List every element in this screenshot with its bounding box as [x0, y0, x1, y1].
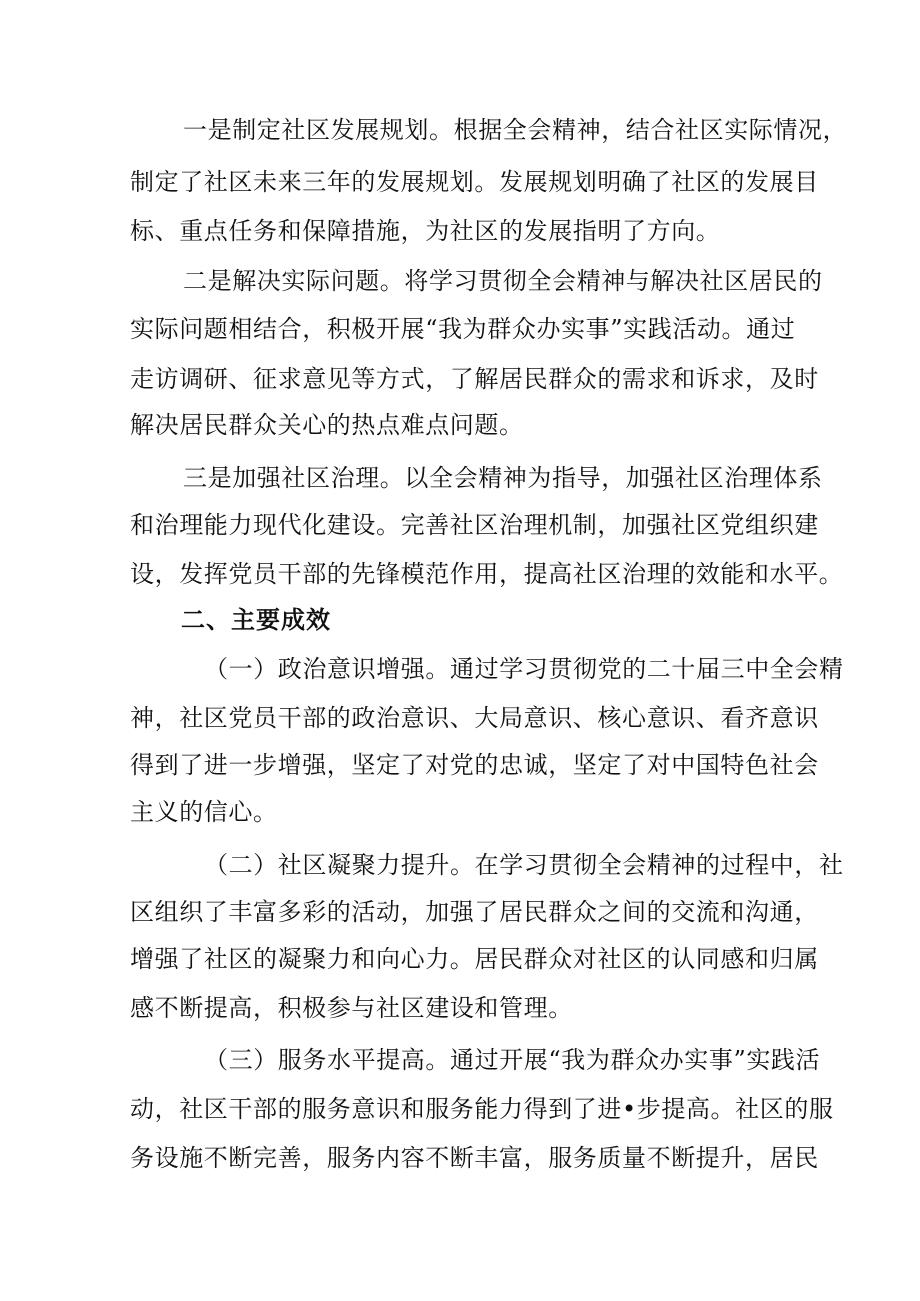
section-1-line-2: 神，社区党员干部的政治意识、大局意识、核心意识、看齐意识 — [130, 704, 819, 732]
section-3-line-1: （三）服务水平提高。通过开展“我为群众办实事”实践活 — [204, 1046, 821, 1074]
paragraph-2-line-2: 实际问题相结合，积极开展“我为群众办实事”实践活动。通过 — [130, 315, 796, 343]
section-3-line-3: 务设施不断完善，服务内容不断丰富，服务质量不断提升，居民 — [130, 1144, 819, 1172]
section-1-line-4: 主义的信心。 — [130, 798, 278, 826]
section-2-line-4: 感不断提高，积极参与社区建设和管理。 — [130, 994, 573, 1022]
paragraph-1-line-3: 标、重点任务和保障措施，为社区的发展指明了方向。 — [130, 217, 721, 245]
section-1-line-1: （一）政治意识增强。通过学习贯彻党的二十届三中全会精 — [204, 655, 844, 683]
paragraph-2-line-1: 二是解决实际问题。将学习贯彻全会精神与解决社区居民的 — [183, 267, 823, 295]
paragraph-2-line-4: 解决居民群众关心的热点难点问题。 — [130, 411, 524, 439]
section-2-line-2: 区组织了丰富多彩的活动，加强了居民群众之间的交流和沟通， — [130, 898, 819, 926]
paragraph-1-line-2: 制定了社区未来三年的发展规划。发展规划明确了社区的发展目 — [130, 168, 819, 196]
paragraph-1-line-1: 一是制定社区发展规划。根据全会精神，结合社区实际情况， — [183, 116, 848, 144]
section-2-line-1: （二）社区凝聚力提升。在学习贯彻全会精神的过程中，社 — [204, 851, 844, 879]
section-1-line-3: 得到了进一步增强，坚定了对党的忠诚，坚定了对中国特色社会 — [130, 751, 819, 779]
section-heading: 二、主要成效 — [181, 606, 331, 634]
paragraph-3-line-1: 三是加强社区治理。以全会精神为指导，加强社区治理体系 — [183, 464, 823, 492]
paragraph-3-line-2: 和治理能力现代化建设。完善社区治理机制，加强社区党组织建 — [130, 511, 819, 539]
section-3-line-2: 动，社区干部的服务意识和服务能力得到了进•步提高。社区的服 — [130, 1095, 834, 1123]
paragraph-3-line-3: 设，发挥党员干部的先锋模范作用，提高社区治理的效能和水平。 — [130, 560, 844, 588]
section-2-line-3: 增强了社区的凝聚力和向心力。居民群众对社区的认同感和归属 — [130, 945, 819, 973]
paragraph-2-line-3: 走访调研、征求意见等方式，了解居民群众的需求和诉求，及时 — [130, 365, 819, 393]
